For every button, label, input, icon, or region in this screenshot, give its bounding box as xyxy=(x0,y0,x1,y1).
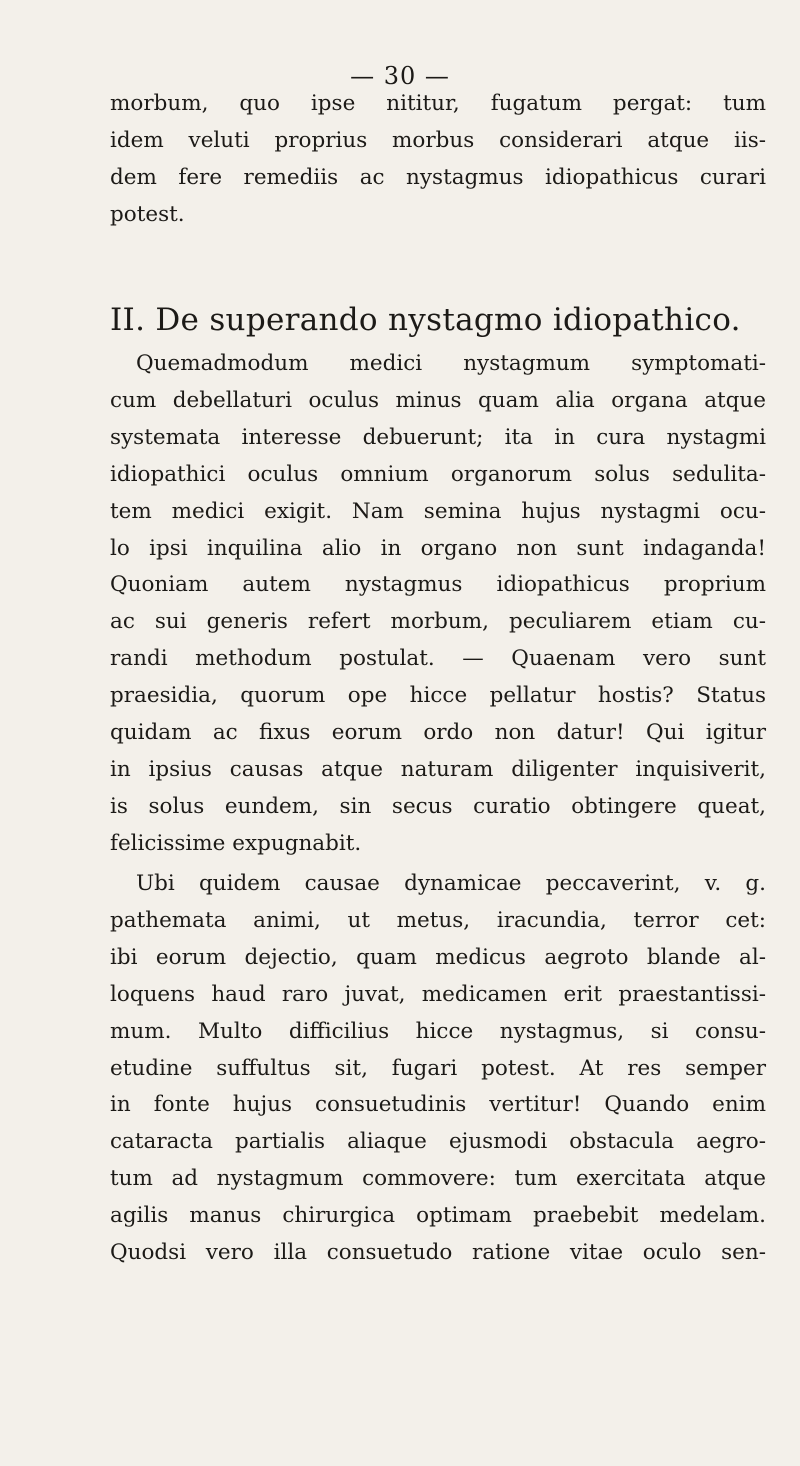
text-line: praesidia, quorum ope hicce pellatur hostis? Status xyxy=(110,683,766,709)
paragraph-continuation xyxy=(110,86,766,234)
text-line: agilis manus chirurgica optimam praebebit medelam. xyxy=(110,1203,766,1229)
text-line: ac sui generis refert morbum, peculiarem etiam cu- xyxy=(110,609,766,635)
text-line: etudine suffultus sit, fugari potest. At res semper xyxy=(110,1055,766,1081)
text-line: potest. xyxy=(110,201,185,227)
paragraph-section-intro xyxy=(110,346,766,863)
section-heading: II. De superando nystagmo idiopathico. xyxy=(110,302,741,338)
text-line: is solus eundem, sin secus curatio obtingere queat, xyxy=(110,793,766,819)
text-line: felicissime expugnabit. xyxy=(110,830,362,856)
text-line: in ipsius causas atque naturam diligenter inquisiverit, xyxy=(110,756,766,782)
text-line: idem veluti proprius morbus considerari atque iis- xyxy=(110,127,766,153)
text-line: randi methodum postulat. — Quaenam vero sunt xyxy=(110,646,766,672)
text-line: loquens haud raro juvat, medicamen erit praestantissi- xyxy=(110,981,766,1007)
text-line: cataracta partialis aliaque ejusmodi obstacula aegro- xyxy=(110,1129,766,1155)
text-line: morbum, quo ipse nititur, fugatum pergat: tum xyxy=(110,91,766,116)
text-line: tum ad nystagmum commovere: tum exercitata atque xyxy=(110,1166,766,1192)
text-line: tem medici exigit. Nam semina hujus nystagmi ocu- xyxy=(110,498,766,524)
text-line: cum debellaturi oculus minus quam alia organa atque xyxy=(110,387,766,413)
text-line: mum. Multo difficilius hicce nystagmus, si consu- xyxy=(110,1018,766,1044)
text-line: Quemadmodum medici nystagmum symptomati- xyxy=(136,351,766,376)
text-line: idiopathici oculus omnium organorum solus sedulita- xyxy=(110,461,766,487)
text-line: lo ipsi inquilina alio in organo non sunt indaganda! xyxy=(110,535,766,561)
text-line: systemata interesse debuerunt; ita in cura nystagmi xyxy=(110,424,766,450)
text-line: dem fere remediis ac nystagmus idiopathicus curari xyxy=(110,164,766,190)
text-line: quidam ac fixus eorum ordo non datur! Qui igitur xyxy=(110,720,766,746)
text-line: Quodsi vero illa consuetudo ratione vitae oculo sen- xyxy=(110,1240,766,1266)
text-line: in fonte hujus consuetudinis vertitur! Quando enim xyxy=(110,1092,766,1118)
paragraph-causes xyxy=(110,866,766,1272)
text-line: Quoniam autem nystagmus idiopathicus proprium xyxy=(110,572,766,598)
text-line: ibi eorum dejectio, quam medicus aegroto blande al- xyxy=(110,944,766,970)
page-number: — 30 — xyxy=(350,62,450,90)
text-line: pathemata animi, ut metus, iracundia, terror cet: xyxy=(110,907,766,933)
text-line: Ubi quidem causae dynamicae peccaverint, v. g. xyxy=(136,871,766,896)
